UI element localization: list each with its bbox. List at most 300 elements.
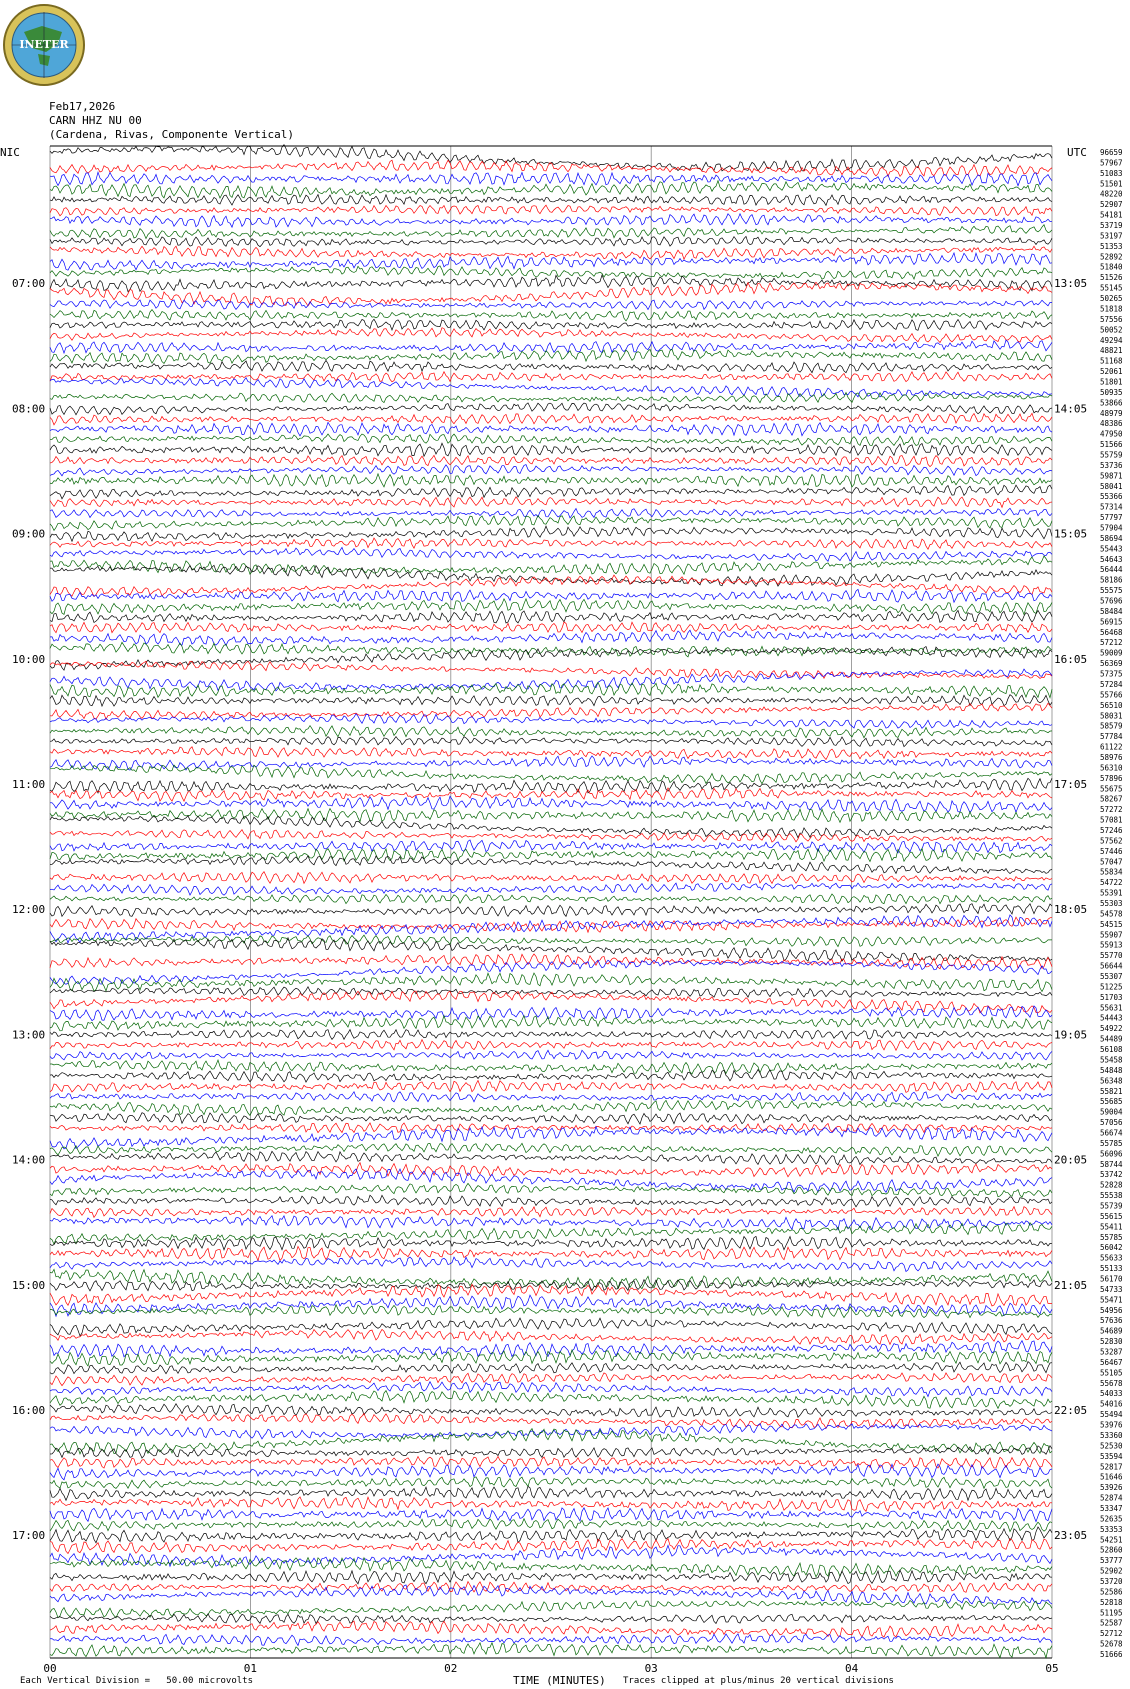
- trace-line: [50, 816, 1052, 838]
- left-hour-label: 07:00: [12, 277, 46, 291]
- trace-line: [50, 1497, 1052, 1511]
- trace-value: 59871: [1100, 471, 1123, 481]
- trace-line: [50, 340, 1052, 353]
- x-tick-label: 05: [1045, 1662, 1059, 1675]
- trace-value: 51353: [1100, 241, 1123, 251]
- trace-value: 52678: [1100, 1639, 1123, 1649]
- trace-value: 50052: [1100, 325, 1123, 335]
- trace-value: 55133: [1100, 1264, 1123, 1274]
- trace-value: 53197: [1100, 231, 1123, 241]
- trace-value: 57246: [1100, 825, 1123, 835]
- trace-line: [50, 1016, 1052, 1031]
- trace-line: [50, 1143, 1052, 1156]
- trace-value: 57314: [1100, 502, 1123, 512]
- trace-line: [50, 434, 1052, 446]
- trace-value: 55538: [1100, 1191, 1123, 1201]
- trace-value: 58744: [1100, 1159, 1123, 1169]
- trace-value: 52586: [1100, 1587, 1123, 1597]
- trace-line: [50, 642, 1052, 657]
- trace-line: [50, 1373, 1052, 1386]
- trace-line: [50, 809, 1052, 823]
- trace-line: [50, 214, 1052, 227]
- trace-line: [50, 1195, 1052, 1207]
- trace-line: [50, 455, 1052, 466]
- trace-value: 52907: [1100, 200, 1123, 210]
- trace-line: [50, 856, 1052, 874]
- trace-line: [50, 1060, 1052, 1074]
- trace-value: 55766: [1100, 690, 1123, 700]
- trace-line: [50, 266, 1052, 279]
- trace-line: [50, 1527, 1052, 1543]
- trace-line: [50, 508, 1052, 518]
- trace-value: 54578: [1100, 909, 1123, 919]
- trace-value: 47950: [1100, 429, 1123, 439]
- trace-value: 57784: [1100, 732, 1123, 742]
- trace-line: [50, 991, 1052, 1013]
- trace-value: 57562: [1100, 836, 1123, 846]
- trace-line: [50, 1223, 1052, 1244]
- trace-value: 56467: [1100, 1357, 1123, 1367]
- trace-line: [50, 610, 1052, 623]
- trace-line: [50, 300, 1052, 310]
- x-tick-label: 03: [644, 1662, 658, 1675]
- left-hour-label: 10:00: [12, 652, 46, 666]
- trace-line: [50, 485, 1052, 499]
- trace-value: 55907: [1100, 930, 1123, 940]
- trace-value: 55785: [1100, 1232, 1123, 1242]
- trace-value: 55391: [1100, 888, 1123, 898]
- left-hour-label: 12:00: [12, 903, 46, 917]
- trace-value: 53777: [1100, 1556, 1123, 1566]
- trace-line: [50, 310, 1052, 321]
- trace-value-labels: [1100, 148, 1123, 1659]
- trace-line: [50, 747, 1052, 760]
- trace-value: 51703: [1100, 992, 1123, 1002]
- trace-line: [50, 195, 1052, 206]
- trace-value: 54016: [1100, 1399, 1123, 1409]
- trace-line: [50, 1269, 1052, 1288]
- trace-value: 55631: [1100, 1003, 1123, 1013]
- trace-line: [50, 1457, 1052, 1469]
- right-hour-label: 20:05: [1054, 1153, 1088, 1167]
- trace-line: [50, 547, 1052, 561]
- trace-line: [50, 1414, 1052, 1429]
- trace-value: 56644: [1100, 961, 1123, 971]
- trace-line: [50, 935, 1052, 947]
- right-hour-label: 16:05: [1054, 652, 1088, 666]
- trace-value: 52874: [1100, 1493, 1123, 1503]
- trace-line: [50, 1362, 1052, 1374]
- trace-value: 55834: [1100, 867, 1123, 877]
- trace-value: 53926: [1100, 1483, 1123, 1493]
- trace-line: [50, 1092, 1052, 1102]
- trace-line: [50, 682, 1052, 697]
- trace-value: 56444: [1100, 565, 1123, 575]
- trace-value: 52828: [1100, 1180, 1123, 1190]
- trace-value: 57056: [1100, 1118, 1123, 1128]
- trace-value: 54722: [1100, 878, 1123, 888]
- trace-line: [50, 1382, 1052, 1397]
- trace-line: [50, 1614, 1052, 1624]
- trace-line: [50, 565, 1052, 586]
- x-tick-label: 00: [43, 1662, 57, 1675]
- trace-value: 51818: [1100, 304, 1123, 314]
- trace-line: [50, 1295, 1052, 1316]
- trace-value: 55615: [1100, 1211, 1123, 1221]
- trace-value: 54922: [1100, 1024, 1123, 1034]
- left-hour-label: 08:00: [12, 402, 46, 416]
- trace-line: [50, 647, 1052, 671]
- trace-value: 51666: [1100, 1650, 1123, 1659]
- trace-line: [50, 1127, 1052, 1149]
- trace-value: 57556: [1100, 314, 1123, 324]
- trace-line: [50, 1570, 1052, 1584]
- trace-value: 57967: [1100, 158, 1123, 168]
- trace-line: [50, 737, 1052, 747]
- trace-value: 53594: [1100, 1451, 1123, 1461]
- trace-line: [50, 556, 1052, 574]
- trace-value: 57896: [1100, 773, 1123, 783]
- trace-value: 52635: [1100, 1514, 1123, 1524]
- trace-value: 57797: [1100, 513, 1123, 523]
- trace-line: [50, 145, 1052, 171]
- trace-line: [50, 589, 1052, 602]
- trace-value: 61122: [1100, 742, 1123, 752]
- trace-line: [50, 526, 1052, 541]
- trace-value: 54848: [1100, 1065, 1123, 1075]
- trace-value: 51168: [1100, 356, 1123, 366]
- trace-line: [50, 830, 1052, 843]
- left-hour-label: 13:00: [12, 1028, 46, 1042]
- trace-value: 55105: [1100, 1368, 1123, 1378]
- left-hour-label: 11:00: [12, 778, 46, 792]
- trace-line: [50, 788, 1052, 801]
- trace-line: [50, 622, 1052, 633]
- trace-line: [50, 1486, 1052, 1500]
- trace-value: 54033: [1100, 1389, 1123, 1399]
- trace-line: [50, 1236, 1052, 1249]
- trace-value: 53866: [1100, 398, 1123, 408]
- trace-line: [50, 225, 1052, 239]
- nic-label: NIC: [0, 146, 20, 159]
- right-hour-label: 13:05: [1054, 277, 1088, 291]
- right-hour-label: 17:05: [1054, 778, 1088, 792]
- trace-line: [50, 378, 1052, 397]
- trace-value: 53736: [1100, 460, 1123, 470]
- location-label: (Cardena, Rivas, Componente Vertical): [49, 128, 295, 141]
- trace-value: 55770: [1100, 951, 1123, 961]
- trace-line: [50, 1341, 1052, 1357]
- trace-value: 58579: [1100, 721, 1123, 731]
- trace-value: 55411: [1100, 1222, 1123, 1232]
- trace-line: [50, 1257, 1052, 1271]
- trace-line: [50, 422, 1052, 436]
- trace-value: 58484: [1100, 606, 1123, 616]
- trace-line: [50, 413, 1052, 425]
- trace-value: 55145: [1100, 283, 1123, 293]
- trace-value: 57081: [1100, 815, 1123, 825]
- trace-value: 59004: [1100, 1107, 1123, 1117]
- trace-value: 48220: [1100, 189, 1123, 199]
- trace-line: [50, 360, 1052, 372]
- trace-value: 54689: [1100, 1326, 1123, 1336]
- trace-line: [50, 1006, 1052, 1021]
- trace-line: [50, 474, 1052, 487]
- trace-value: 55821: [1100, 1086, 1123, 1096]
- trace-line: [50, 765, 1052, 784]
- trace-line: [50, 1404, 1052, 1418]
- trace-value: 52712: [1100, 1629, 1123, 1639]
- trace-line: [50, 1030, 1052, 1040]
- trace-value: 51566: [1100, 440, 1123, 450]
- trace-value: 53360: [1100, 1430, 1123, 1440]
- trace-line: [50, 1050, 1052, 1060]
- right-hour-label: 18:05: [1054, 903, 1088, 917]
- left-hour-label: 16:00: [12, 1404, 46, 1418]
- trace-value: 55366: [1100, 492, 1123, 502]
- trace-value: 51195: [1100, 1608, 1123, 1618]
- trace-value: 51646: [1100, 1472, 1123, 1482]
- left-hour-label: 17:00: [12, 1529, 46, 1543]
- trace-line: [50, 538, 1052, 549]
- trace-line: [50, 1151, 1052, 1165]
- trace-line: [50, 726, 1052, 738]
- trace-value: 52830: [1100, 1337, 1123, 1347]
- trace-value: 54489: [1100, 1034, 1123, 1044]
- trace-value: 55739: [1100, 1201, 1123, 1211]
- trace-value: 55443: [1100, 544, 1123, 554]
- trace-line: [50, 1207, 1052, 1218]
- trace-value: 56468: [1100, 627, 1123, 637]
- trace-value: 49294: [1100, 335, 1123, 345]
- trace-value: 55785: [1100, 1138, 1123, 1148]
- trace-value: 52587: [1100, 1618, 1123, 1628]
- trace-value: 52530: [1100, 1441, 1123, 1451]
- trace-line: [50, 987, 1052, 998]
- trace-line: [50, 840, 1052, 853]
- trace-value: 57284: [1100, 679, 1123, 689]
- trace-value: 53353: [1100, 1524, 1123, 1534]
- trace-line: [50, 1424, 1052, 1439]
- date-label: Feb17,2026: [49, 100, 116, 113]
- logo-text: INETER: [19, 38, 69, 51]
- trace-value: 55494: [1100, 1410, 1123, 1420]
- trace-value: 56096: [1100, 1149, 1123, 1159]
- trace-line: [50, 1246, 1052, 1260]
- trace-value: 58041: [1100, 481, 1123, 491]
- x-tick-label: 02: [444, 1662, 458, 1675]
- trace-line: [50, 349, 1052, 363]
- trace-line: [50, 1464, 1052, 1480]
- trace-value: 55678: [1100, 1378, 1123, 1388]
- trace-line: [50, 1446, 1052, 1458]
- trace-value: 48979: [1100, 408, 1123, 418]
- trace-value: 55913: [1100, 940, 1123, 950]
- trace-line: [50, 443, 1052, 456]
- trace-value: 54643: [1100, 554, 1123, 564]
- trace-line: [50, 1600, 1052, 1618]
- trace-value: 56042: [1100, 1243, 1123, 1253]
- trace-line: [50, 973, 1052, 992]
- trace-line: [50, 1100, 1052, 1115]
- trace-value: 55633: [1100, 1253, 1123, 1263]
- left-hour-label: 14:00: [12, 1153, 46, 1167]
- left-hour-label: 15:00: [12, 1278, 46, 1292]
- trace-value: 52818: [1100, 1597, 1123, 1607]
- trace-value: 55303: [1100, 899, 1123, 908]
- right-hour-labels: [1054, 277, 1087, 1542]
- trace-line: [50, 1040, 1052, 1051]
- trace-value: 56369: [1100, 659, 1123, 669]
- trace-line: [50, 630, 1052, 645]
- trace-value: 54443: [1100, 1013, 1123, 1023]
- x-axis-label: TIME (MINUTES): [513, 1674, 606, 1687]
- trace-value: 58267: [1100, 794, 1123, 804]
- trace-line: [50, 1284, 1052, 1306]
- trace-line: [50, 1621, 1052, 1637]
- trace-value: 52860: [1100, 1545, 1123, 1555]
- right-hour-label: 15:05: [1054, 527, 1088, 541]
- trace-line: [50, 372, 1052, 382]
- trace-value: 53287: [1100, 1347, 1123, 1357]
- right-hour-label: 14:05: [1054, 402, 1088, 416]
- trace-line: [50, 872, 1052, 884]
- trace-line: [50, 1429, 1052, 1454]
- trace-value: 51083: [1100, 168, 1123, 178]
- trace-value: 59009: [1100, 648, 1123, 658]
- trace-value: 56915: [1100, 617, 1123, 627]
- trace-line: [50, 1539, 1052, 1554]
- utc-label: UTC: [1067, 146, 1087, 159]
- trace-line: [50, 497, 1052, 508]
- trace-line: [50, 883, 1052, 895]
- trace-value: 56310: [1100, 763, 1123, 773]
- trace-value: 96659: [1100, 148, 1123, 157]
- trace-value: 52892: [1100, 252, 1123, 262]
- right-hour-label: 22:05: [1054, 1404, 1088, 1418]
- trace-line: [50, 1643, 1052, 1658]
- trace-value: 57375: [1100, 669, 1123, 679]
- trace-value: 57696: [1100, 596, 1123, 606]
- trace-value: 51801: [1100, 377, 1123, 387]
- trace-value: 52902: [1100, 1566, 1123, 1576]
- trace-line: [50, 1519, 1052, 1532]
- trace-value: 53742: [1100, 1170, 1123, 1180]
- trace-value: 54956: [1100, 1305, 1123, 1315]
- trace-value: 56108: [1100, 1045, 1123, 1055]
- trace-value: 58186: [1100, 575, 1123, 585]
- left-hour-labels: [12, 277, 45, 1542]
- trace-line: [50, 1081, 1052, 1093]
- trace-line: [50, 1477, 1052, 1489]
- trace-line: [50, 516, 1052, 531]
- trace-value: 56348: [1100, 1076, 1123, 1086]
- trace-value: 54515: [1100, 919, 1123, 929]
- trace-value: 48386: [1100, 419, 1123, 429]
- right-hour-label: 23:05: [1054, 1529, 1088, 1543]
- trace-value: 51225: [1100, 982, 1123, 992]
- seismic-traces: [50, 145, 1052, 1658]
- trace-value: 54733: [1100, 1284, 1123, 1294]
- clip-note: Traces clipped at plus/minus 20 vertical divisions: [623, 1676, 894, 1686]
- trace-value: 57047: [1100, 857, 1123, 867]
- trace-value: 48821: [1100, 346, 1123, 356]
- trace-value: 55685: [1100, 1097, 1123, 1107]
- scale-note: Each Vertical Division = 50.00 microvolts: [20, 1676, 253, 1686]
- trace-line: [50, 796, 1052, 813]
- trace-value: 57904: [1100, 523, 1123, 533]
- trace-value: 51526: [1100, 273, 1123, 283]
- trace-line: [50, 1391, 1052, 1409]
- trace-value: 52817: [1100, 1462, 1123, 1472]
- trace-value: 55575: [1100, 586, 1123, 596]
- right-hour-label: 19:05: [1054, 1028, 1088, 1042]
- trace-value: 56170: [1100, 1274, 1123, 1284]
- trace-line: [50, 1216, 1052, 1230]
- trace-line: [50, 848, 1052, 861]
- trace-line: [50, 894, 1052, 904]
- trace-line: [50, 205, 1052, 216]
- trace-value: 57212: [1100, 638, 1123, 648]
- left-hour-label: 09:00: [12, 527, 46, 541]
- trace-value: 51501: [1100, 179, 1123, 189]
- right-hour-label: 21:05: [1054, 1278, 1088, 1292]
- trace-line: [50, 246, 1052, 259]
- trace-value: 58976: [1100, 752, 1123, 762]
- trace-line: [50, 1070, 1052, 1083]
- trace-line: [50, 1169, 1052, 1192]
- trace-value: 53719: [1100, 221, 1123, 231]
- trace-value: 52061: [1100, 367, 1123, 377]
- trace-value: 53720: [1100, 1576, 1123, 1586]
- trace-line: [50, 703, 1052, 719]
- grid-lines: [50, 146, 1052, 1658]
- trace-value: 58694: [1100, 533, 1123, 543]
- trace-line: [50, 319, 1052, 330]
- trace-value: 55759: [1100, 450, 1123, 460]
- trace-value: 57446: [1100, 846, 1123, 856]
- trace-value: 58031: [1100, 711, 1123, 721]
- trace-line: [50, 1508, 1052, 1522]
- trace-value: 53347: [1100, 1503, 1123, 1513]
- trace-line: [50, 1123, 1052, 1133]
- trace-line: [50, 1634, 1052, 1646]
- trace-value: 54251: [1100, 1535, 1123, 1545]
- trace-line: [50, 181, 1052, 198]
- trace-value: 56510: [1100, 700, 1123, 710]
- trace-value: 53976: [1100, 1420, 1123, 1430]
- trace-line: [50, 403, 1052, 415]
- trace-value: 51840: [1100, 262, 1123, 272]
- trace-value: 50265: [1100, 294, 1123, 304]
- trace-value: 56674: [1100, 1128, 1123, 1138]
- trace-line: [50, 328, 1052, 343]
- trace-value: 50935: [1100, 387, 1123, 397]
- trace-value: 55458: [1100, 1055, 1123, 1065]
- trace-value: 55307: [1100, 972, 1123, 982]
- trace-value: 54181: [1100, 210, 1123, 220]
- trace-line: [50, 1113, 1052, 1124]
- trace-line: [50, 1350, 1052, 1366]
- trace-line: [50, 904, 1052, 917]
- trace-value: 55471: [1100, 1295, 1123, 1305]
- station-label: CARN HHZ NU 00: [49, 114, 142, 127]
- trace-value: 57636: [1100, 1316, 1123, 1326]
- x-tick-label: 01: [243, 1662, 258, 1675]
- trace-line: [50, 1585, 1052, 1604]
- trace-line: [50, 253, 1052, 270]
- trace-line: [50, 236, 1052, 246]
